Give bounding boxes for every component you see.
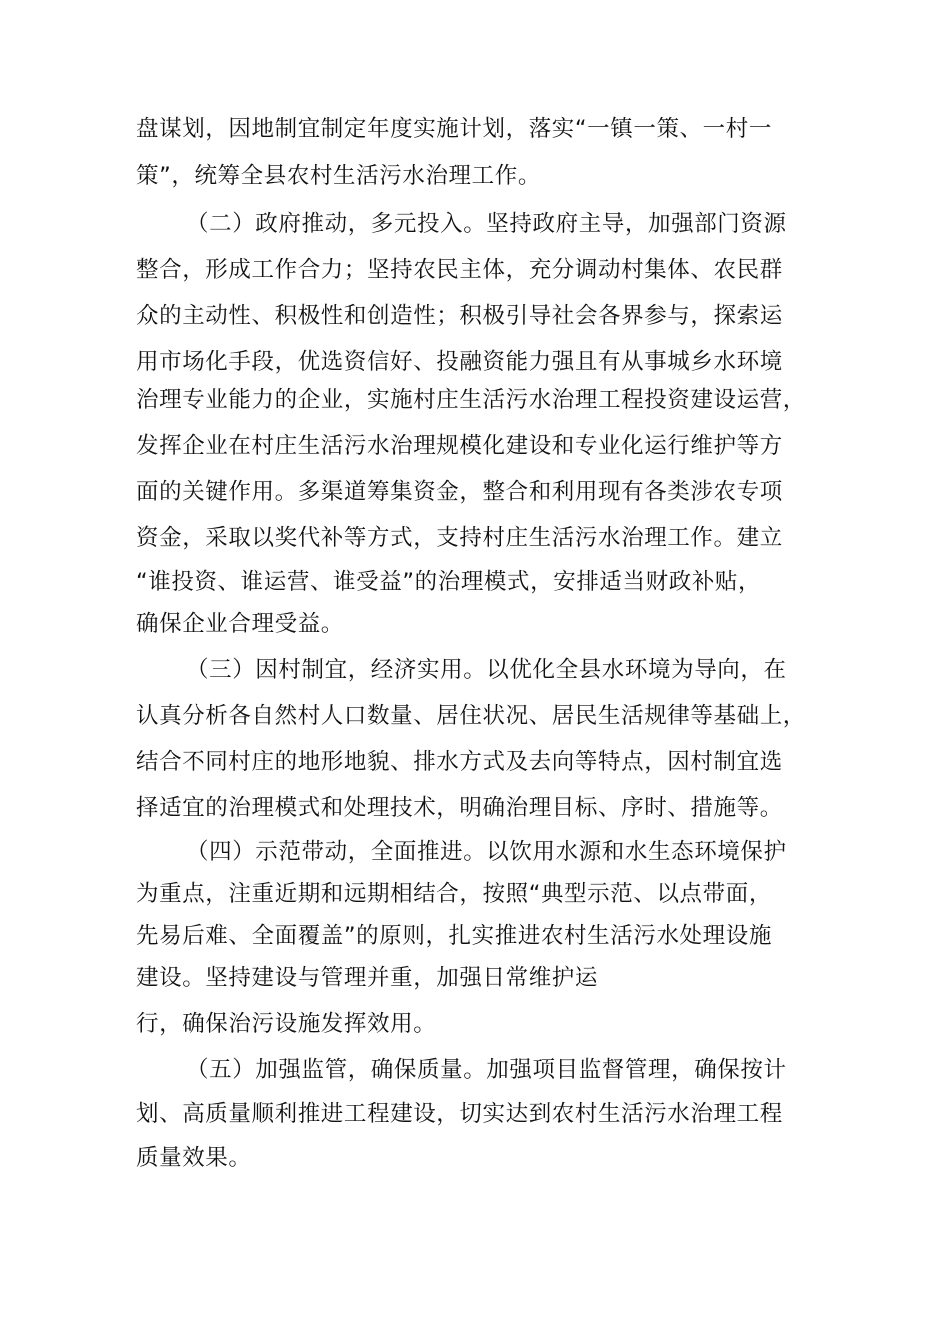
body-text-line: 盘谋划，因地制宜制定年度实施计划，落实“一镇一策、一村一 [136,116,772,142]
body-text-line: 发挥企业在村庄生活污水治理规模化建设和专业化运行维护等方 [136,433,783,459]
body-text-line: 质量效果。 [136,1145,252,1171]
body-text-line: 用市场化手段，优选资信好、投融资能力强且有从事城乡水环境 [136,349,783,375]
paragraph-heading-line: （二）政府推动，多元投入。坚持政府主导，加强部门资源 [186,211,787,237]
body-text-line: 划、高质量顺利推进工程建设，切实达到农村生活污水治理工程 [136,1101,783,1127]
paragraph-heading-line: （四）示范带动，全面推进。以饮用水源和水生态环境保护 [186,839,787,865]
body-text-line: 众的主动性、积极性和创造性；积极引导社会各界参与，探索运 [136,303,783,329]
paragraph-heading-line: （三）因村制宜，经济实用。以优化全县水环境为导向，在 [186,657,787,683]
body-text-line: 整合，形成工作合力；坚持农民主体，充分调动村集体、农民群 [136,257,783,283]
body-text-line: 先易后难、全面覆盖”的原则，扎实推进农村生活污水处理设施 [136,923,772,949]
body-text-line: 择适宜的治理模式和处理技术，明确治理目标、序时、措施等。 [136,795,783,821]
body-text-line: 结合不同村庄的地形地貌、排水方式及去向等特点，因村制宜选 [136,749,783,775]
paragraph-heading-line: （五）加强监管，确保质量。加强项目监督管理，确保按计 [186,1057,787,1083]
body-text-line: 资金，采取以奖代补等方式，支持村庄生活污水治理工作。建立 [136,525,783,551]
body-text-line: 治理专业能力的企业，实施村庄生活污水治理工程投资建设运营， [136,387,806,413]
body-text-line: 面的关键作用。多渠道筹集资金，整合和利用现有各类涉农专项 [136,479,783,505]
body-text-line: 行，确保治污设施发挥效用。 [136,1011,437,1037]
body-text-line: “谁投资、谁运营、谁受益”的治理模式，安排适当财政补贴， [136,569,762,595]
body-text-line: 策”，统筹全县农村生活污水治理工作。 [136,163,541,189]
body-text-line: 认真分析各自然村人口数量、居住状况、居民生活规律等基础上， [136,703,806,729]
body-text-line: 建设。坚持建设与管理并重，加强日常维护运 [136,965,599,991]
body-text-line: 确保企业合理受益。 [136,611,344,637]
body-text-line: 为重点，注重近期和远期相结合，按照“典型示范、以点带面， [136,881,772,907]
